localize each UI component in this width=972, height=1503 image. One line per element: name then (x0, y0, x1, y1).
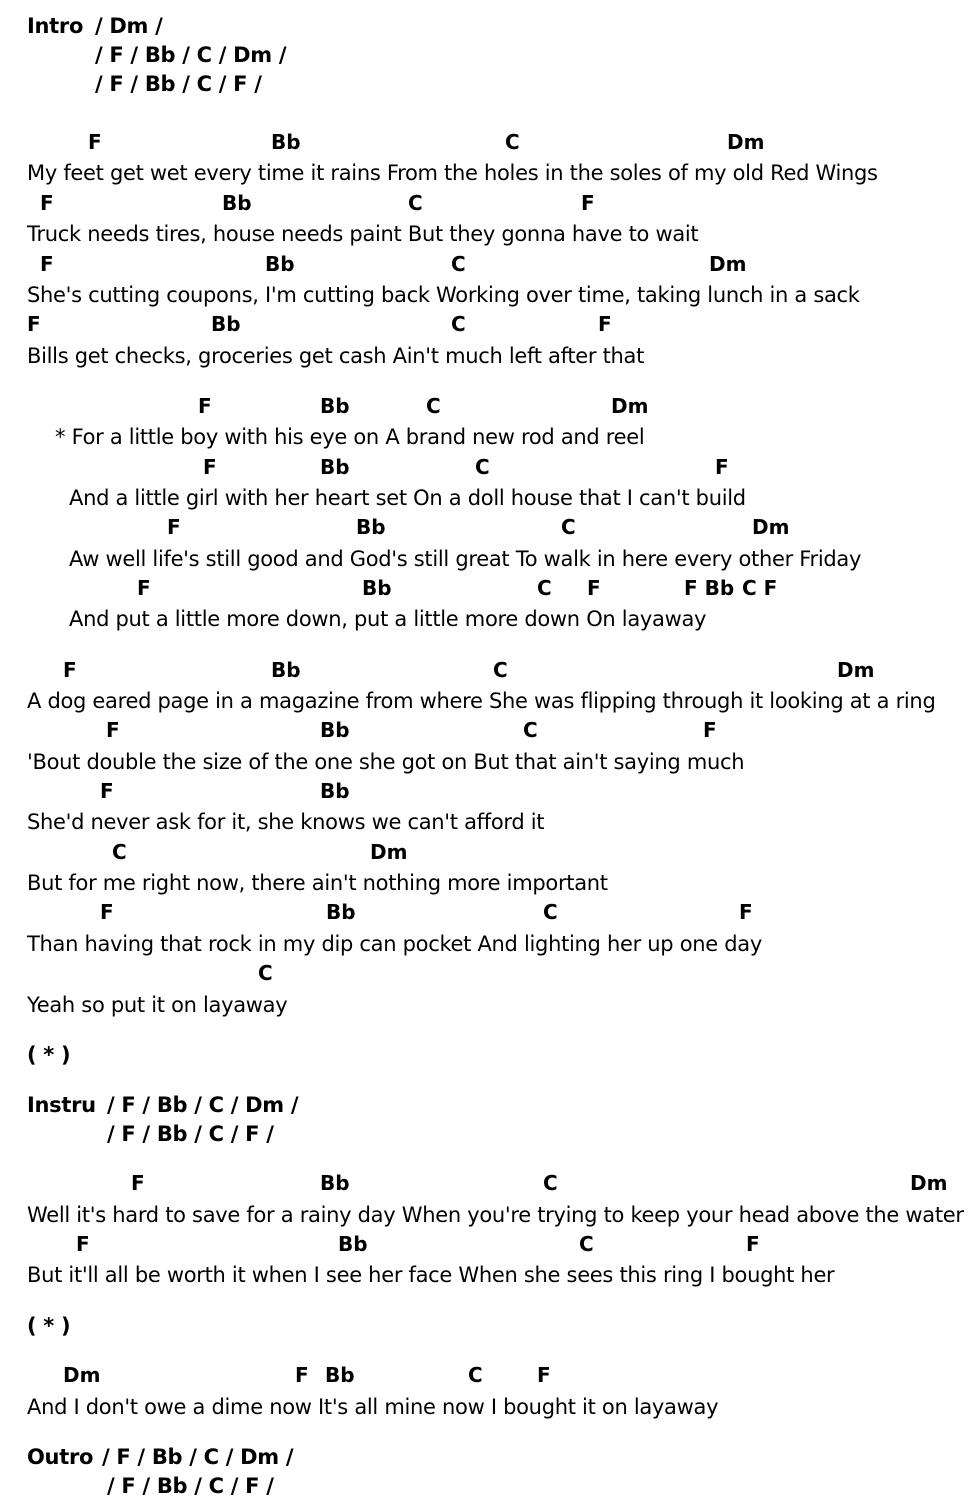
chord: C (523, 718, 538, 742)
chord: Dm (709, 252, 747, 276)
chord: Bb (320, 718, 350, 742)
lyric-line: Bills get checks, groceries get cash Ain't much left after that (27, 344, 645, 368)
chord: F (739, 900, 753, 924)
lyric-line: Truck needs tires, house needs paint But they gonna have to wait (27, 222, 699, 246)
chord: F (295, 1363, 309, 1387)
chord: Bb (222, 191, 252, 215)
chord: F (27, 312, 41, 336)
chord: F (167, 515, 181, 539)
chord: F (587, 576, 601, 600)
chord: Bb (211, 312, 241, 336)
intro-progression-2: / F / Bb / C / Dm / (95, 43, 287, 67)
lyric-line: A dog eared page in a magazine from where She was flipping through it looking at a ring (27, 689, 936, 713)
chord: F (88, 130, 102, 154)
chord: F (581, 191, 595, 215)
chord: Bb (320, 1171, 350, 1195)
chord: F (198, 394, 212, 418)
chord: C (451, 252, 466, 276)
outro-label: Outro (27, 1445, 94, 1469)
outro-progression-2: / F / Bb / C / F / (107, 1474, 274, 1498)
chord: Bb (271, 658, 301, 682)
chord: C (451, 312, 466, 336)
chord: F (76, 1232, 90, 1256)
lyric-line: She'd never ask for it, she knows we can't afford it (27, 810, 545, 834)
lyric-line: But it'll all be worth it when I see her face When she sees this ring I bought her (27, 1263, 835, 1287)
instru-progression-1: / F / Bb / C / Dm / (107, 1093, 299, 1117)
chord: Bb (356, 515, 386, 539)
chord: Dm (837, 658, 875, 682)
chord: F (203, 455, 217, 479)
chord: F (40, 191, 54, 215)
intro-progression-1: / Dm / (95, 14, 163, 38)
chord: F (137, 576, 151, 600)
chord: C (505, 130, 520, 154)
instru-progression-2: / F / Bb / C / F / (107, 1122, 274, 1146)
lyric-line: Well it's hard to save for a rainy day When you're trying to keep your head above the water (27, 1203, 964, 1227)
lyric-line: She's cutting coupons, I'm cutting back Working over time, taking lunch in a sack (27, 283, 860, 307)
chorus-repeat-marker: ( * ) (27, 1043, 71, 1067)
chord: Bb (320, 779, 350, 803)
chord: Bb (320, 455, 350, 479)
lyric-line: And a little girl with her heart set On a doll house that I can't build (69, 486, 746, 510)
chord: F (106, 718, 120, 742)
chord: F Bb (684, 576, 735, 600)
lyric-line: Than having that rock in my dip can pocket And lighting her up one day (27, 932, 762, 956)
chord: F (598, 312, 612, 336)
intro-label: Intro (27, 14, 84, 38)
lyric-line: And I don't owe a dime now It's all mine now I bought it on layaway (27, 1395, 719, 1419)
chord: Bb (320, 394, 350, 418)
chord: C F (742, 576, 778, 600)
chord: Dm (611, 394, 649, 418)
instru-label: Instru (27, 1093, 96, 1117)
chorus-repeat-marker: ( * ) (27, 1314, 71, 1338)
chord: C (408, 191, 423, 215)
lyric-line: Aw well life's still good and God's still great To walk in here every other Friday (69, 547, 862, 571)
chord: F (537, 1363, 551, 1387)
chord: C (475, 455, 490, 479)
chord: Bb (325, 1363, 355, 1387)
chord: Dm (370, 840, 408, 864)
chord: C (112, 840, 127, 864)
chord: Bb (362, 576, 392, 600)
chord: F (703, 718, 717, 742)
chord: C (493, 658, 508, 682)
chord: F (100, 779, 114, 803)
lyric-line: My feet get wet every time it rains From the holes in the soles of my old Red Wings (27, 161, 878, 185)
lyric-line: But for me right now, there ain't nothing more important (27, 871, 608, 895)
chord: F (131, 1171, 145, 1195)
outro-progression-1: / F / Bb / C / Dm / (102, 1445, 294, 1469)
chord: Bb (326, 900, 356, 924)
chord: Dm (752, 515, 790, 539)
chord: F (40, 252, 54, 276)
chord: F (715, 455, 729, 479)
chord: C (543, 900, 558, 924)
chord: C (537, 576, 552, 600)
chord: C (543, 1171, 558, 1195)
chord: F (63, 658, 77, 682)
chord: Bb (265, 252, 295, 276)
lyric-line: And put a little more down, put a little more down On layaway (69, 607, 707, 631)
chord: C (258, 961, 273, 985)
intro-progression-3: / F / Bb / C / F / (95, 72, 262, 96)
chord: Bb (271, 130, 301, 154)
chord: F (100, 900, 114, 924)
chord: Bb (338, 1232, 368, 1256)
lyric-line: * For a little boy with his eye on A brand new rod and reel (55, 425, 645, 449)
chord: C (468, 1363, 483, 1387)
chord: Dm (727, 130, 765, 154)
chord: C (426, 394, 441, 418)
chord: Dm (63, 1363, 101, 1387)
chord: C (561, 515, 576, 539)
lyric-line: 'Bout double the size of the one she got on But that ain't saying much (27, 750, 745, 774)
chord: Dm (910, 1171, 948, 1195)
chord: F (746, 1232, 760, 1256)
lyric-line: Yeah so put it on layaway (27, 993, 288, 1017)
chord: C (579, 1232, 594, 1256)
